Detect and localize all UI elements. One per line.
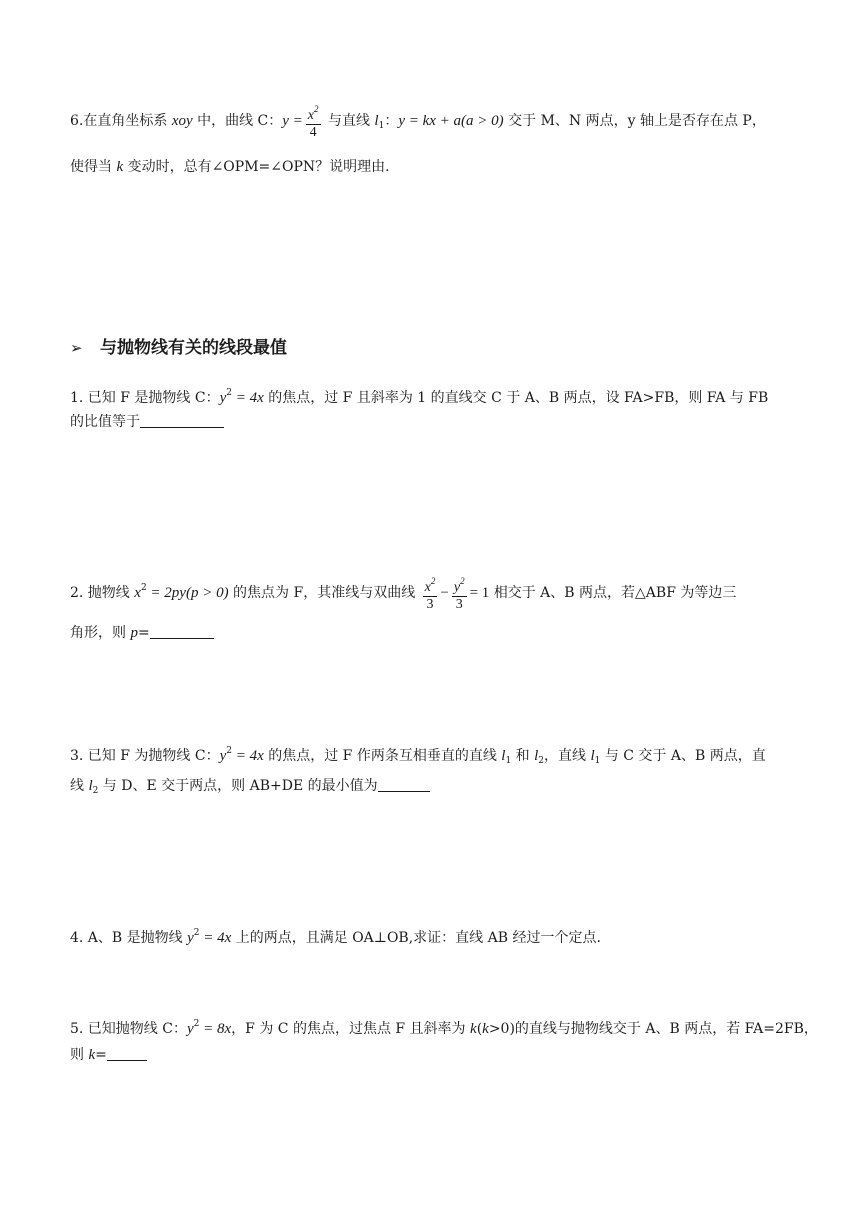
problem-4-line-1: 4. A、B 是抛物线 $y^2 = 4x$ 上的两点，且满足 OA⊥OB,求证：直线 AB 经过一个定点. bbox=[70, 928, 601, 946]
problem-3-line-1: 3. 已知 F 为抛物线 C：$y^2 = 4x$ 的焦点，过 F 作两条互相垂直的直线 $l_1$ 和 $l_2$，直线 $l_1$ 与 C 交于 A、B 两点，直 bbox=[70, 746, 766, 766]
q6-line-1: 6.在直角坐标系 xoy 中，曲线 C：y = $\frac{x^2}{4}$ 与直线 $l_1$：y = kx + a(a > 0) 交于 M、N 两点，y 轴上是否存在点 P， bbox=[70, 101, 766, 141]
problem-1-line-1: 1. 已知 F 是抛物线 C：$y^2 = 4x$ 的焦点，过 F 且斜率为 1 的直线交 C 于 A、B 两点，设 FA>FB，则 FA 与 FB bbox=[70, 388, 769, 406]
fraction-x2-over-3: $\frac{x^2}{3}$ bbox=[423, 573, 438, 613]
problem-2-line-2: 角形，则 p= bbox=[70, 623, 214, 643]
problem-5-line-2: 则 k= bbox=[70, 1045, 147, 1065]
section-title: 与抛物线有关的线段最值 bbox=[100, 338, 287, 358]
answer-blank[interactable] bbox=[378, 777, 430, 792]
answer-blank[interactable] bbox=[140, 413, 224, 428]
problem-1-line-2: 的比值等于 bbox=[70, 412, 224, 432]
fraction-x2-over-4: $\frac{x^2}{4}$ bbox=[306, 101, 321, 141]
q6-line-2: 使得当 k 变动时，总有∠OPM=∠OPN？说明理由. bbox=[70, 159, 390, 175]
problem-3-line-2: 线 $l_2$ 与 D、E 交于两点，则 AB+DE 的最小值为 bbox=[70, 776, 430, 801]
answer-blank[interactable] bbox=[150, 624, 214, 639]
problem-2-line-1: 2. 抛物线 $x^2 = 2py(p > 0)$ 的焦点为 F，其准线与双曲线 $\frac{x^2}{3}$ − $\frac{y^2}{3}$ = 1 相交于 A、B 两点，若△ABF 为等边三 bbox=[70, 573, 736, 613]
problem-5-line-1: 5. 已知抛物线 C：$y^2 = 8x$，F 为 C 的焦点，过焦点 F 且斜率为 k(k>0)的直线与抛物线交于 A、B 两点，若 FA=2FB， bbox=[70, 1019, 818, 1037]
fraction-y2-over-3: $\frac{y^2}{3}$ bbox=[452, 573, 467, 613]
answer-blank[interactable] bbox=[107, 1046, 147, 1061]
section-heading bbox=[70, 336, 287, 360]
arrow-bullet-icon: ➢ bbox=[70, 339, 83, 357]
